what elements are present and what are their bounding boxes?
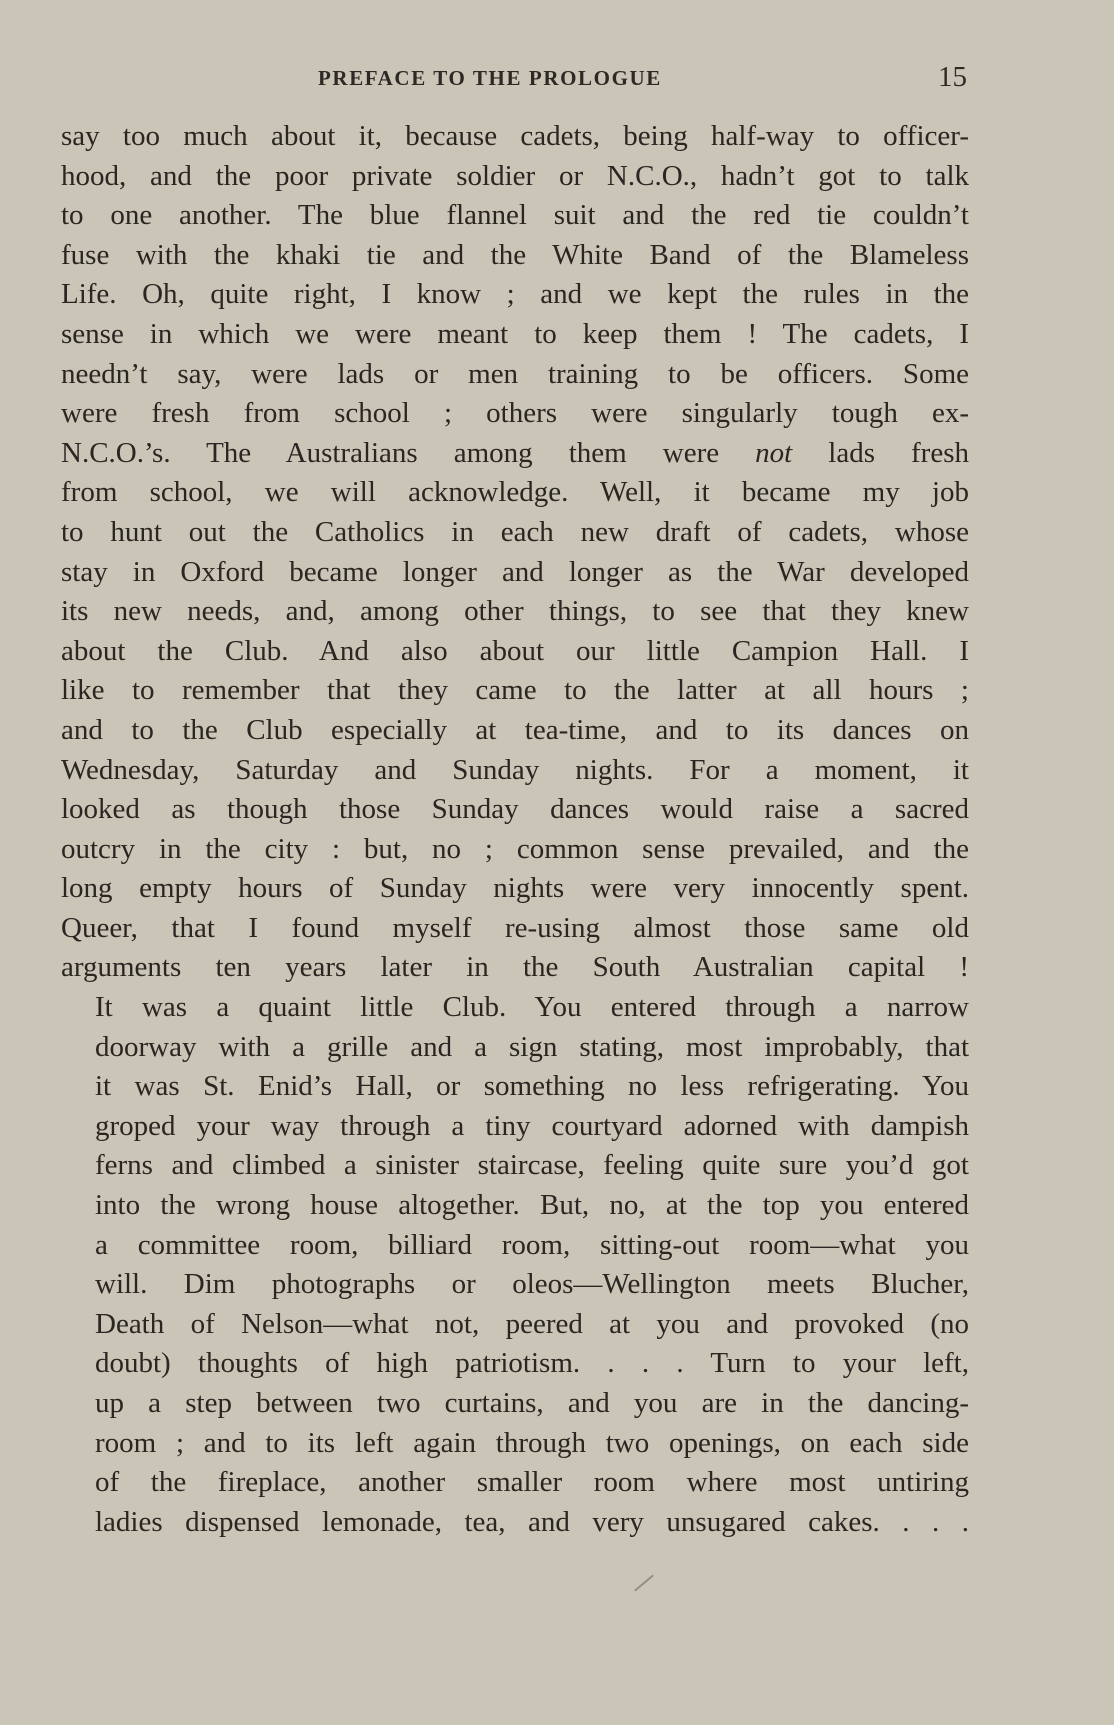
- text-line: ladies dispensed lemonade, tea, and very unsugared cakes. . . .: [95, 1505, 969, 1538]
- text-line: say too much about it, because cadets, being half-way to officer-: [61, 120, 969, 152]
- text-line: sense in which we were meant to keep them ! The cadets, I: [61, 317, 969, 350]
- text-line: needn’t say, were lads or men training to be officers. Some: [61, 357, 969, 390]
- text-line: arguments ten years later in the South Australian capital !: [61, 951, 969, 984]
- text-line: long empty hours of Sunday nights were very innocently spent.: [61, 872, 969, 905]
- text-line: Wednesday, Saturday and Sunday nights. For a moment, it: [61, 753, 969, 786]
- text-line: looked as though those Sunday dances would raise a sacred: [61, 793, 969, 826]
- text-line: up a step between two curtains, and you are in the dancing-: [95, 1387, 969, 1419]
- text-line: groped your way through a tiny courtyard adorned with dampish: [95, 1109, 969, 1142]
- paragraph-2: [61, 988, 969, 1542]
- text-line: were fresh from school ; others were singularly tough ex-: [61, 397, 969, 430]
- text-line: of the fireplace, another smaller room where most untiring: [95, 1466, 969, 1499]
- text-line: will. Dim photographs or oleos—Wellington meets Blucher,: [95, 1268, 969, 1301]
- text-line: like to remember that they came to the latter at all hours ;: [61, 674, 969, 707]
- italic-word: not: [755, 436, 793, 469]
- text-line: a committee room, billiard room, sitting-out room—what you: [95, 1228, 969, 1261]
- text-line: from school, we will acknowledge. Well, it became my job: [61, 476, 969, 509]
- text-line: doubt) thoughts of high patriotism. . . . Turn to your left,: [95, 1347, 969, 1380]
- text-fragment: N.C.O.’s. The Australians among them were: [61, 436, 756, 469]
- text-line: it was St. Enid’s Hall, or something no less refrigerating. You: [95, 1070, 969, 1103]
- text-line: Queer, that I found myself re-using almost those same old: [61, 911, 969, 944]
- text-line: doorway with a grille and a sign stating, most improbably, that: [95, 1030, 969, 1063]
- text-line: to hunt out the Catholics in each new draft of cadets, whose: [61, 515, 969, 548]
- running-head: PREFACE TO THE PROLOGUE: [318, 66, 662, 90]
- text-line: its new needs, and, among other things, to see that they knew: [61, 595, 969, 628]
- page-header: [0, 61, 1114, 98]
- text-line: Life. Oh, quite right, I know ; and we kept the rules in the: [61, 278, 969, 311]
- text-line: into the wrong house altogether. But, no, at the top you entered: [95, 1189, 969, 1222]
- text-line: fuse with the khaki tie and the White Band of the Blameless: [61, 238, 969, 271]
- text-line: to one another. The blue flannel suit and the red tie couldn’t: [61, 199, 969, 232]
- text-line: hood, and the poor private soldier or N.C.O., hadn’t got to talk: [61, 159, 969, 192]
- paragraph-1: [61, 117, 969, 988]
- page-number: 15: [938, 61, 967, 93]
- text-line: room ; and to its left again through two openings, on each side: [95, 1426, 969, 1459]
- text-line: and to the Club especially at tea-time, and to its dances on: [61, 713, 969, 746]
- text-line: outcry in the city : but, no ; common sense prevailed, and the: [61, 832, 969, 865]
- text-line: Death of Nelson—what not, peered at you and provoked (no: [95, 1307, 969, 1340]
- pencil-mark: [634, 1575, 654, 1592]
- text-line: ferns and climbed a sinister staircase, feeling quite sure you’d got: [95, 1149, 969, 1182]
- text-line: It was a quaint little Club. You entered through a narrow: [95, 991, 969, 1024]
- text-line: about the Club. And also about our little Campion Hall. I: [61, 634, 969, 667]
- text-fragment: lads fresh: [792, 436, 969, 469]
- body-text: [61, 117, 969, 1542]
- text-line-with-italic: [61, 434, 969, 474]
- text-line: stay in Oxford became longer and longer as the War developed: [61, 555, 969, 588]
